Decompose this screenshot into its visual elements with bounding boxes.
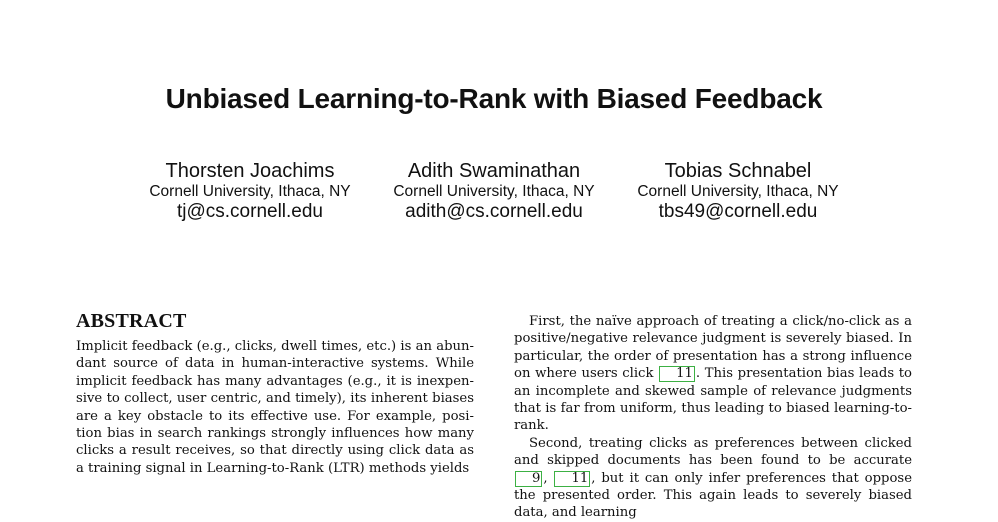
- author-block-schnabel: [618, 160, 858, 222]
- paper-title: Unbiased Learning-to-Rank with Biased Feedback: [165, 83, 823, 114]
- paragraph-text: . This presentation bias leads to an incomplete and skewed sample of relevance judgments that is far from uniform, thus leading to biased learning-to-rank.: [514, 366, 913, 434]
- paragraph-text: First, the naïve approach of treating a click/no-click as a positive/negative relevance judgment is severely biased. In particular, the order of presentation has a strong influence on where users click: [514, 314, 912, 382]
- author-affiliation: Cornell University, Ithaca, NY: [393, 183, 595, 200]
- author-name: Thorsten Joachims: [165, 160, 335, 182]
- left-column: [76, 310, 474, 477]
- author-name: Tobias Schnabel: [664, 160, 812, 182]
- body-paragraph-2: [514, 435, 912, 522]
- author-block-swaminathan: [374, 160, 614, 222]
- citation-link[interactable]: 11: [659, 366, 695, 382]
- author-email: tj@cs.cornell.edu: [176, 201, 324, 222]
- author-name: Adith Swaminathan: [407, 160, 581, 182]
- right-column: [514, 313, 912, 522]
- author-email: adith@cs.cornell.edu: [405, 201, 583, 222]
- abstract-heading: ABSTRACT: [76, 310, 187, 332]
- author-affiliation: Cornell University, Ithaca, NY: [637, 183, 839, 200]
- author-affiliation: Cornell University, Ithaca, NY: [149, 183, 351, 200]
- citation-separator: ,: [543, 470, 554, 486]
- citation-link[interactable]: 11: [554, 471, 590, 487]
- paragraph-text: , but it can only infer preferences that oppose the presented order. This again leads to severely biased data, and learning: [514, 470, 912, 521]
- citation-link[interactable]: 9: [515, 471, 542, 487]
- author-email: tbs49@cornell.edu: [658, 201, 818, 222]
- paragraph-text: Second, treating clicks as preferences between clicked and skipped documents has been found to be accurate: [514, 435, 912, 469]
- body-paragraph-1: [514, 313, 912, 435]
- author-block-joachims: [130, 160, 370, 222]
- abstract-text: Implicit feedback (e.g., clicks, dwell times, etc.) is an abundant source of data in human-interactive systems. While implicit feedback has many advantages (e.g., it is inexpensive to collect, user centric, and timely), its inherent biases are a key obstacle to its effective use. For example, position bias in search rankings strongly influences how many clicks a result receives, so that directly using click data as a training signal in Learning-to-Rank (LTR) methods yields: [76, 339, 474, 476]
